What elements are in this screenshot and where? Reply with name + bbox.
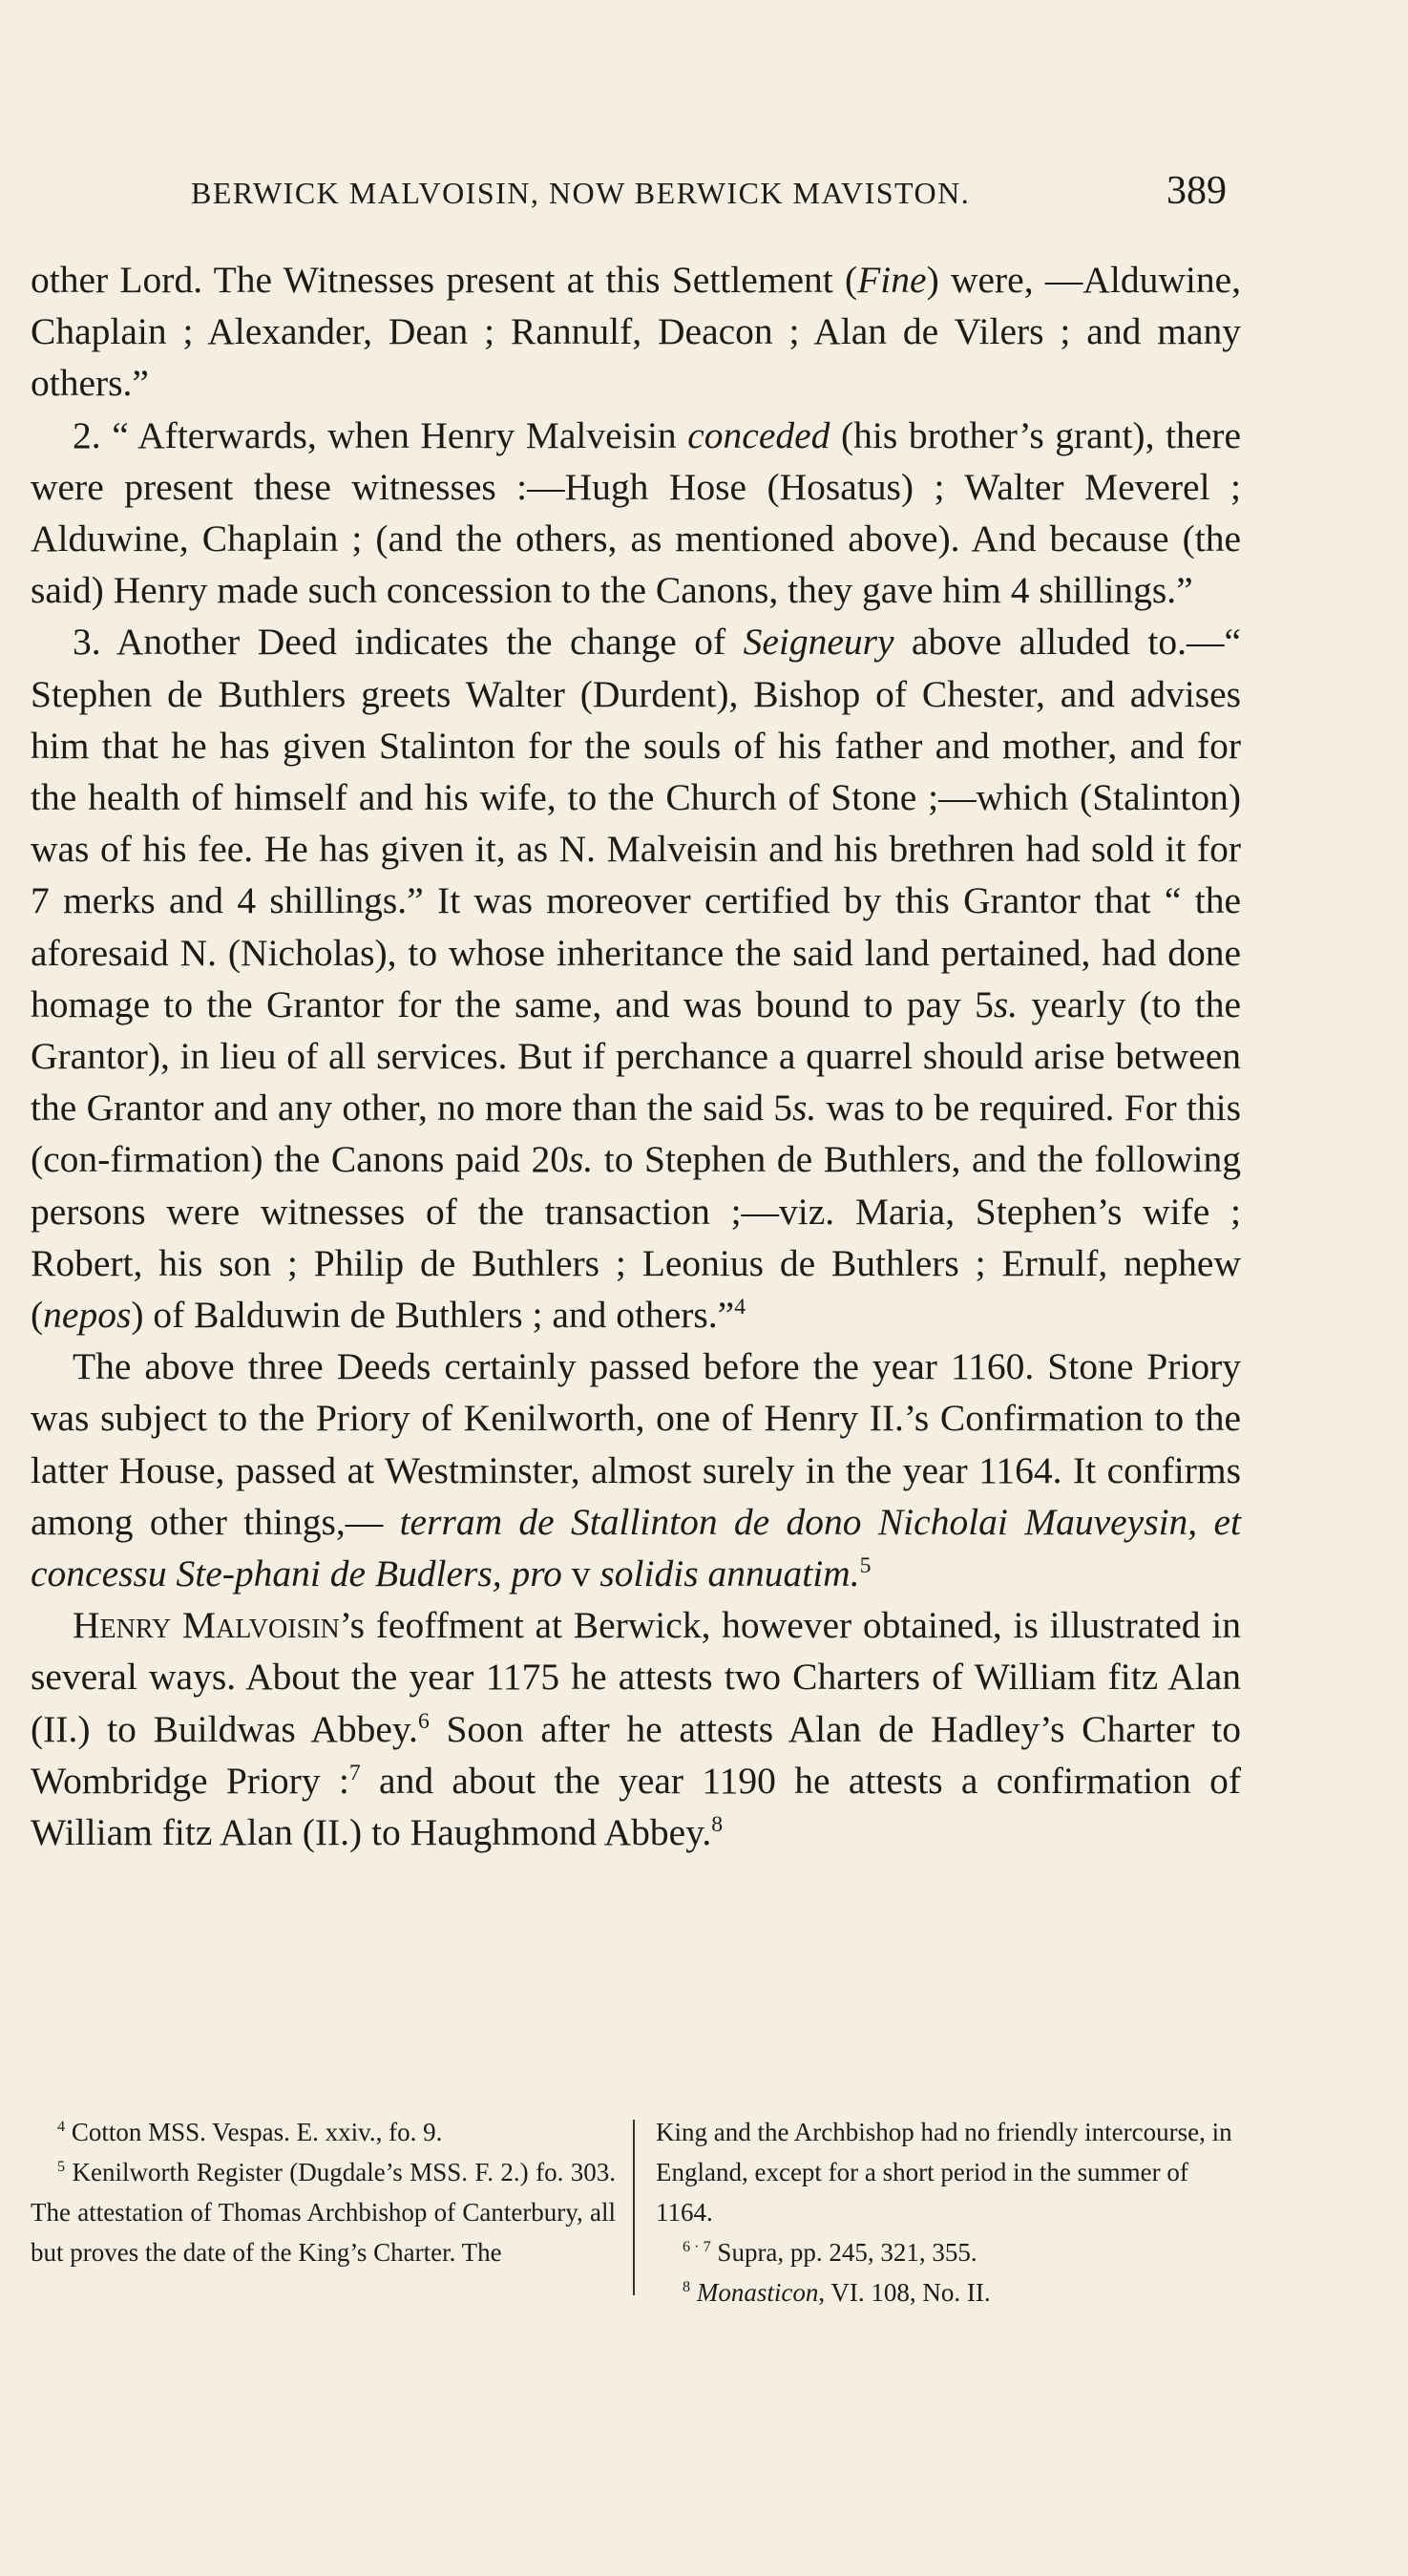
paragraph-p1: other Lord. The Witnesses present at this Settlement (Fine) were, —Alduwine, Chaplain ; Alexander, Dean ; Rannulf, Deacon ; Alan de Vilers ; and many others.” (31, 259, 1242, 405)
running-head: BERWICK MALVOISIN, NOW BERWICK MAVISTON. (191, 176, 971, 210)
footnote-fn8: $^8$ Monasticon, VI. 108, No. II. (683, 2278, 991, 2307)
paragraph-p4: The above three Deeds certainly passed before the year 1160. Stone Priory was subject to the Priory of Kenilworth, one of Henry II.’s Confirmation to the latter House, passed at Westminster, almost surely in the year 1164. It confirms among other things,— terram de Stallinton de dono Nicholai Mauveysin, et concessu Ste-phani de Budlers, pro v solidis annuatim.$^5$ (31, 1345, 1241, 1595)
footnotes (31, 2112, 1241, 2312)
footnote-fn4: $^4$ Cotton MSS. Vespas. E. xxiv., fo. 9. (57, 2118, 443, 2146)
paragraph-p3: 3. Another Deed indicates the change of Seigneury above alluded to.—“ Stephen de Buthlers greets Walter (Durdent), Bishop of Chester, and advises him that he has given Stalinton for the souls of his father and mother, and for the health of himself and his wife, to the Church of Stone ;—which (Stalinton) was of his fee. He has given it, as N. Malveisin and his brethren had sold it for 7 merks and 4 shillings.” It was moreover certified by this Grantor that “ the aforesaid N. (Nicholas), to whose inheritance the said land pertained, had done homage to the Grantor for the same, and was bound to pay 5s. yearly (to the Grantor), in lieu of all services. But if perchance a quarrel should arise between the Grantor and any other, no more than the said 5s. was to be required. For this (con-firmation) the Canons paid 20s. to Stephen de Buthlers, and the following persons were witnesses of the transaction ;—viz. Maria, Stephen’s wife ; Robert, his son ; Philip de Buthlers ; Leonius de Buthlers ; Ernulf, nephew (nepos) of Balduwin de Buthlers ; and others.”$^4$ (31, 621, 1241, 1337)
page-header (191, 168, 1227, 214)
footnote-fn6-7: $^{6 \cdot 7}$ Supra, pp. 245, 321, 355. (683, 2238, 977, 2267)
paragraph-p2: 2. “ Afterwards, when Henry Malveisin conceded (his brother’s grant), there were present these witnesses :—Hugh Hose (Hosatus) ; Walter Meverel ; Alduwine, Chaplain ; (and the others, as mentioned above). And because (the said) Henry made such concession to the Canons, they gave him 4 shillings.” (31, 413, 1241, 612)
footnotes-left-column (31, 2112, 633, 2312)
paragraph-p5: Henry Malvoisin’s feoffment at Berwick, however obtained, is illustrated in several ways. About the year 1175 he attests two Charters of William fitz Alan (II.) to Buildwas Abbey.$^6$ Soon after he attests Alan de Hadley’s Charter to Wombridge Priory :$^7$ and about the year 1190 he attests a confirmation of William fitz Alan (II.) to Haughmond Abbey.$^8$ (31, 1604, 1242, 1854)
page-number: 389 (1166, 169, 1227, 213)
footnote-column-divider (633, 2120, 635, 2295)
footnote-fn5: $^5$ Kenilworth Register (Dugdale’s MSS. F. 2.) fo. 303. The attestation of Thomas Archbishop of Canterbury, all but proves the date of the King’s Charter. The (31, 2158, 617, 2267)
footnote-fn5-cont: King and the Archbishop had no friendly intercourse, in England, except for a short period in the summer of 1164. (656, 2118, 1232, 2227)
body-text (31, 254, 1241, 1858)
footnotes-right-column (644, 2112, 1241, 2312)
